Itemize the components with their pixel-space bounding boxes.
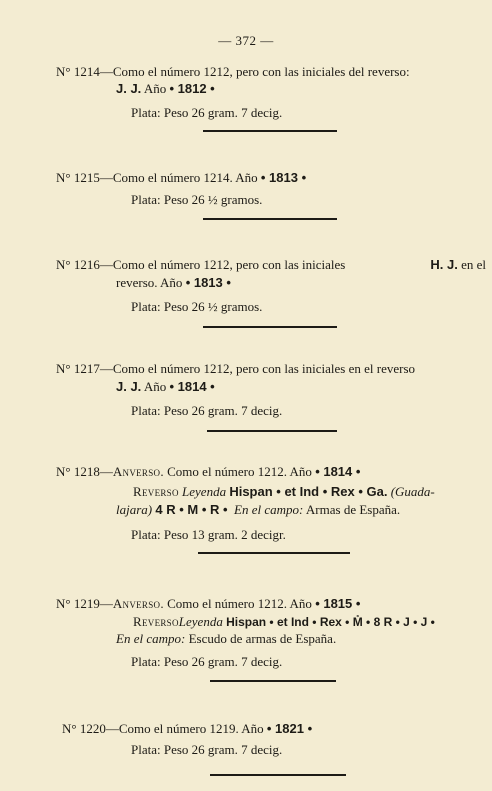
weight-line: Plata: Peso 26 ½ gramos. <box>131 192 263 207</box>
entry-line <box>62 720 312 737</box>
entry-line <box>116 378 215 395</box>
entry-line <box>56 256 486 273</box>
entry-number: N° 1219— <box>56 596 113 611</box>
weight-line: Plata: Peso 26 gram. 7 decig. <box>131 105 283 120</box>
legend-text: 4 R • M • R • <box>155 502 228 517</box>
campo-text: Escudo de armas de España. <box>188 631 337 646</box>
entry-line: N° 1214—Como el número 1212, pero con las iniciales del reverso: <box>56 64 410 79</box>
year: • 1813 • <box>185 275 231 290</box>
year: • 1821 • <box>266 721 313 736</box>
campo-text: Armas de España. <box>305 502 401 517</box>
entry-line <box>56 169 306 186</box>
entry-number: N° 1218— <box>56 464 113 479</box>
entry-line <box>116 501 400 518</box>
initials: J. J. <box>116 379 142 394</box>
entry-line <box>56 463 360 480</box>
en-campo-label: En el campo: <box>234 502 304 517</box>
entry-line <box>116 274 231 291</box>
entry-text: N° 1215—Como el número 1214. Año <box>56 170 258 185</box>
year: • 1815 • <box>315 596 361 611</box>
entry-text: Como el número 1212. Año <box>167 596 312 611</box>
entry-text: N° 1216—Como el número 1212, pero con las iniciales <box>56 257 346 272</box>
year-label: Año <box>143 379 167 394</box>
initials: H. J. <box>430 257 458 272</box>
divider <box>210 680 336 682</box>
divider <box>210 774 346 776</box>
weight-line: Plata: Peso 26 gram. 7 decig. <box>131 742 283 757</box>
year: • 1813 • <box>260 170 307 185</box>
entry-text: N° 1220—Como el número 1219. Año <box>62 721 264 736</box>
page-number: — 372 — <box>218 33 274 48</box>
mint-note: (Guada- <box>390 484 435 499</box>
weight-line: Plata: Peso 26 gram. 7 decig. <box>131 654 283 669</box>
weight-line: Plata: Peso 26 ½ gramos. <box>131 299 263 314</box>
year-label: Año <box>143 81 167 96</box>
reverso-label: Reverso <box>133 614 179 629</box>
divider <box>203 326 337 328</box>
anverso-label: Anverso. <box>112 596 164 611</box>
weight-line: Plata: Peso 13 gram. 2 decigr. <box>131 527 286 542</box>
divider <box>207 430 337 432</box>
leyenda-label: Leyenda <box>182 484 227 499</box>
reverso-label: Reverso <box>133 484 179 499</box>
year: • 1812 • <box>169 81 215 96</box>
entry-text: en el <box>461 257 486 272</box>
year: • 1814 • <box>169 379 215 394</box>
divider <box>203 218 337 220</box>
entry-line: N° 1217—Como el número 1212, pero con las iniciales en el reverso <box>56 361 415 376</box>
legend-text: Hispan • et Ind • Rex • Ga. <box>229 484 388 499</box>
anverso-label: Anverso. <box>112 464 164 479</box>
entry-line <box>116 80 215 97</box>
weight-line: Plata: Peso 26 gram. 7 decig. <box>131 403 283 418</box>
entry-text: Como el número 1212. Año <box>167 464 312 479</box>
leyenda-label: Leyenda <box>178 614 223 629</box>
entry-line <box>116 630 336 647</box>
entry-line <box>133 483 435 500</box>
legend-text: Hispan • et Ind • Rex • M̊ • 8 R • J • J • <box>226 615 435 629</box>
initials: J. J. <box>116 81 142 96</box>
entry-line <box>133 613 435 631</box>
divider <box>203 130 337 132</box>
mint-note: lajara) <box>116 502 153 517</box>
year: • 1814 • <box>315 464 361 479</box>
entry-text: reverso. Año <box>116 275 183 290</box>
en-campo-label: En el campo: <box>116 631 186 646</box>
divider <box>198 552 350 554</box>
entry-line <box>56 595 360 612</box>
